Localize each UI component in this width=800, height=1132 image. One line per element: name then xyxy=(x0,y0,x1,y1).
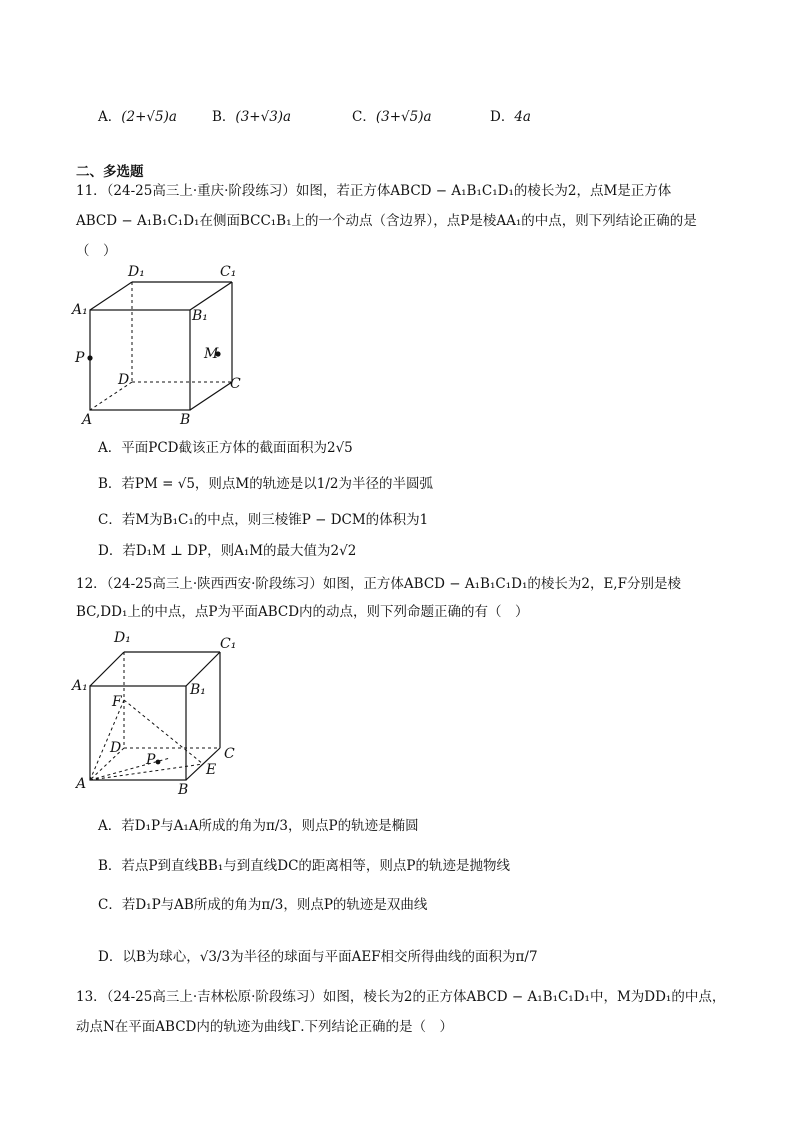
q12-stem-line1: 12．（24-25高三上·陕西西安·阶段练习）如图，正方体ABCD − A₁B₁C₁D₁的棱长为2，E,F分别是棱 xyxy=(76,576,681,592)
label-p: P xyxy=(75,350,85,366)
q12-option-b: B．若点P到直线BB₁与到直线DC的距离相等，则点P的轨迹是抛物线 xyxy=(98,858,510,874)
q11-option-d: D．若D₁M ⊥ DP，则A₁M的最大值为2√2 xyxy=(98,543,357,559)
label-c1: C₁ xyxy=(220,264,237,280)
option-value: (2+√5)a xyxy=(121,109,177,125)
q12-option-a: A．若D₁P与A₁A所成的角为π/3，则点P的轨迹是椭圆 xyxy=(98,818,419,834)
option-letter: D． xyxy=(490,109,515,125)
option-value: (3+√5)a xyxy=(375,109,432,125)
q12-option-c: C．若D₁P与AB所成的角为π/3，则点P的轨迹是双曲线 xyxy=(98,897,428,913)
label-d1: D₁ xyxy=(114,630,131,646)
point-p-dot xyxy=(156,760,161,765)
q11-stem-line2: ABCD − A₁B₁C₁D₁在侧面BCC₁B₁上的一个动点（含边界），点P是棱AA₁的中点，则下列结论正确的是 xyxy=(76,213,697,229)
label-c: C xyxy=(224,746,235,762)
q12-stem-line2: BC,DD₁上的中点，点P为平面ABCD内的动点，则下列命题正确的有（ ） xyxy=(76,604,529,620)
q13-stem-line1: 13．（24-25高三上·吉林松原·阶段练习）如图，棱长为2的正方体ABCD − A₁B₁C₁D₁中，M为DD₁的中点， xyxy=(76,989,726,1005)
label-d1: D₁ xyxy=(128,264,145,280)
option-letter: B． xyxy=(212,109,236,125)
label-b1: B₁ xyxy=(190,682,206,698)
q10-option-b xyxy=(212,105,291,125)
option-value: 4a xyxy=(514,109,531,125)
q11-option-b: B．若PM = √5，则点M的轨迹是以1/2为半径的半圆弧 xyxy=(98,476,433,492)
label-d: D xyxy=(118,372,130,388)
label-a1: A₁ xyxy=(72,678,88,694)
label-m: M xyxy=(204,346,219,362)
label-e: E xyxy=(206,762,217,778)
q11-option-a: A．平面PCD截该正方体的截面面积为2√5 xyxy=(98,440,353,456)
section-title: 二、多选题 xyxy=(76,164,144,180)
label-b: B xyxy=(178,782,189,798)
option-value: (3+√3)a xyxy=(235,109,292,125)
label-d: D xyxy=(110,740,122,756)
label-b1: B₁ xyxy=(192,308,208,324)
q11-option-c: C．若M为B₁C₁的中点，则三棱锥P − DCM的体积为1 xyxy=(98,512,429,528)
point-p-dot xyxy=(87,355,92,360)
q10-option-d xyxy=(490,105,531,125)
q10-option-c xyxy=(352,105,432,125)
q11-stem-line3: （ ） xyxy=(76,243,117,259)
label-b: B xyxy=(180,412,191,428)
q10-option-a xyxy=(98,105,177,125)
label-f: F xyxy=(112,694,122,710)
q13-stem-line2: 动点N在平面ABCD内的轨迹为曲线Γ.下列结论正确的是（ ） xyxy=(76,1019,454,1035)
label-p: P xyxy=(146,752,156,768)
label-c: C xyxy=(230,376,241,392)
q12-option-d: D．以B为球心，√3/3为半径的球面与平面AEF相交所得曲线的面积为π/7 xyxy=(98,949,538,965)
option-letter: A． xyxy=(98,109,122,125)
q11-cube-figure xyxy=(70,262,260,432)
label-c1: C₁ xyxy=(220,636,237,652)
option-letter: C． xyxy=(352,109,376,125)
label-a1: A₁ xyxy=(72,302,88,318)
label-a: A xyxy=(76,776,87,792)
label-a: A xyxy=(82,412,93,428)
q12-cube-figure xyxy=(70,628,260,798)
q11-stem-line1: 11．（24-25高三上·重庆·阶段练习）如图，若正方体ABCD − A₁B₁C₁D₁的棱长为2，点M是正方体 xyxy=(76,183,672,199)
